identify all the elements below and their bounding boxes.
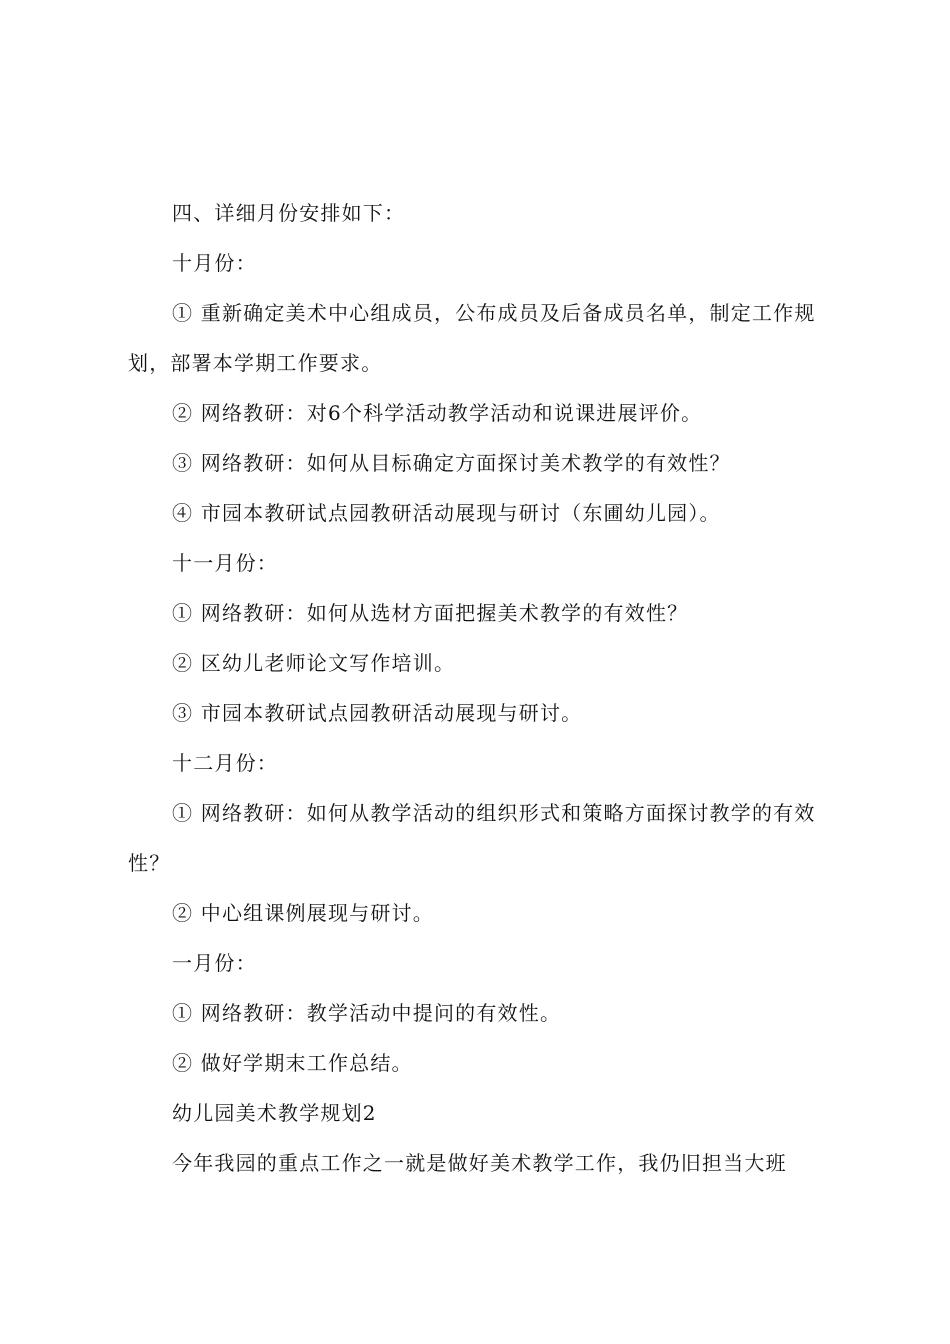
october-item-2: ② 网络教研：对6个科学活动教学活动和说课进展评价。 [172,401,703,425]
october-item-4: ④ 市园本教研试点园教研活动展现与研讨（东圃幼儿园）。 [172,501,721,525]
next-article-paragraph: 今年我园的重点工作之一就是做好美术教学工作，我仍旧担当大班 [172,1151,787,1175]
november-item-1: ① 网络教研：如何从选材方面把握美术教学的有效性？ [172,601,689,625]
next-article-title: 幼儿园美术教学规划2 [172,1101,377,1125]
month-heading-october: 十月份： [172,251,257,275]
october-item-3: ③ 网络教研：如何从目标确定方面探讨美术教学的有效性？ [172,451,731,475]
month-heading-december: 十二月份： [172,751,278,775]
november-item-2: ② 区幼儿老师论文写作培训。 [172,651,456,675]
document-body [128,188,832,1188]
january-item-1: ① 网络教研：教学活动中提问的有效性。 [172,1001,562,1025]
month-heading-november: 十一月份： [172,551,278,575]
november-item-3: ③ 市园本教研试点园教研活动展现与研讨。 [172,701,583,725]
october-item-1: ① 重新确定美术中心组成员，公布成员及后备成员名单，制定工作规划，部署本学期工作要求。 [128,301,816,375]
january-item-2: ② 做好学期末工作总结。 [172,1051,413,1075]
december-item-2: ② 中心组课例展现与研讨。 [172,901,434,925]
month-heading-january: 一月份： [172,951,257,975]
section-heading: 四、详细月份安排如下： [172,201,406,225]
december-item-1: ① 网络教研：如何从教学活动的组织形式和策略方面探讨教学的有效性？ [128,801,816,875]
